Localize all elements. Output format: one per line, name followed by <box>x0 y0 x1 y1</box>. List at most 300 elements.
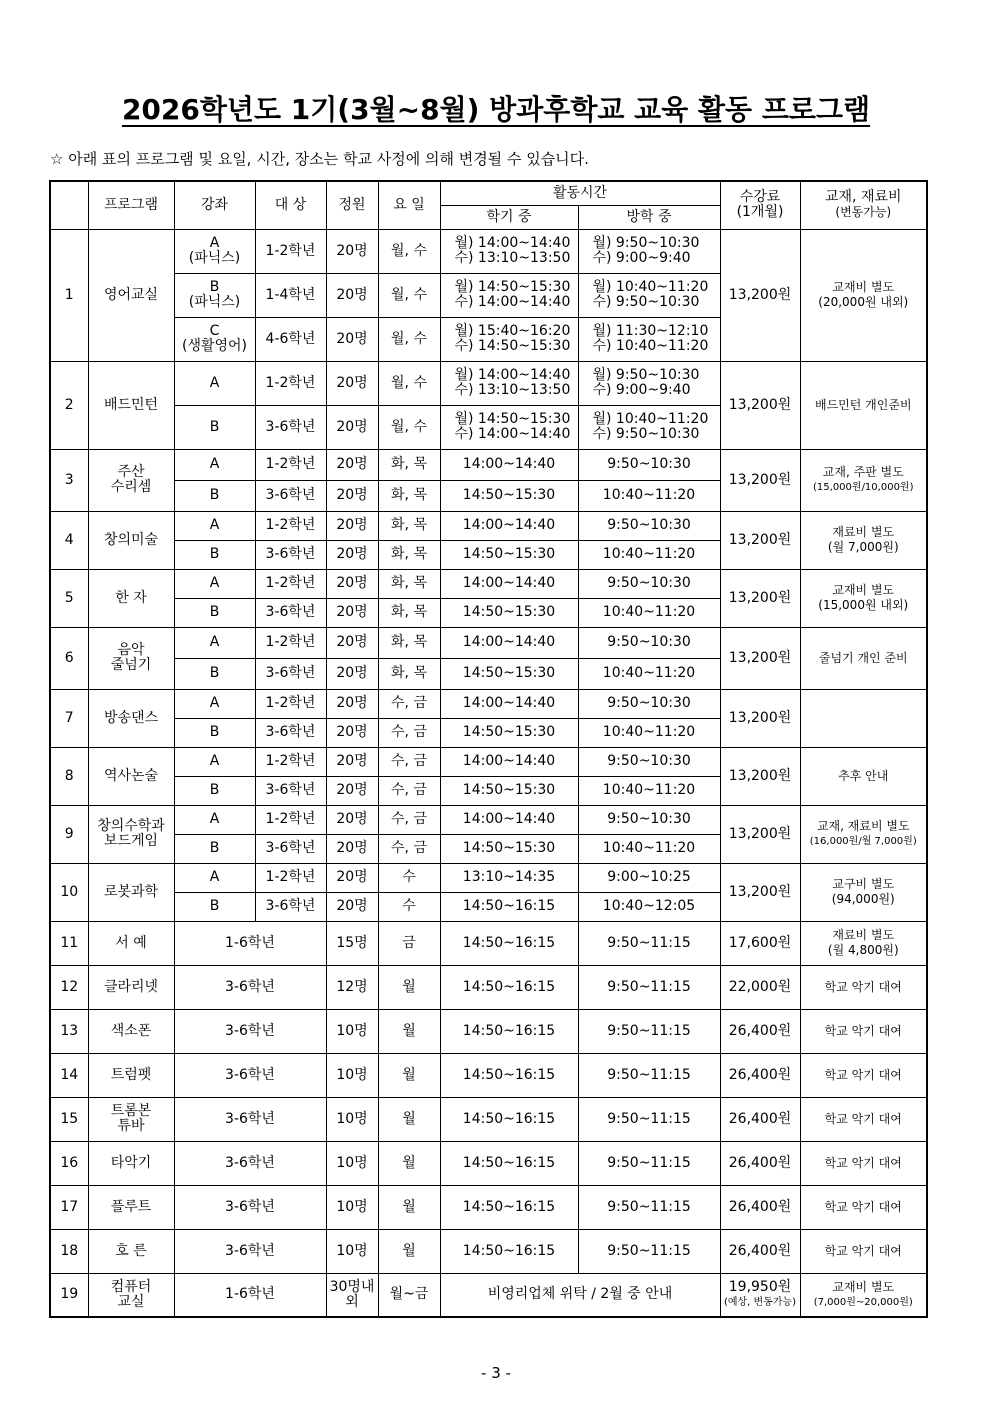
vacation-time: 월) 10:40~11:20 수) 9:50~10:30 <box>578 273 720 317</box>
course-name: A <box>174 569 255 598</box>
vacation-time: 월) 10:40~11:20 수) 9:50~10:30 <box>578 405 720 449</box>
course-name: A (파닉스) <box>174 229 255 273</box>
class-days: 화, 목 <box>378 658 440 689</box>
table-row <box>50 921 927 965</box>
table-row <box>50 361 927 405</box>
semester-time: 14:50~16:15 <box>440 1097 578 1141</box>
vacation-time: 9:50~10:30 <box>578 449 720 480</box>
class-days: 화, 목 <box>378 480 440 511</box>
target-grade: 3-6학년 <box>174 1097 326 1141</box>
program-name: 클라리넷 <box>88 965 174 1009</box>
target-grade: 1-2학년 <box>255 361 326 405</box>
capacity: 20명 <box>326 776 378 805</box>
class-days: 월, 수 <box>378 273 440 317</box>
program-name: 호 른 <box>88 1229 174 1273</box>
capacity: 20명 <box>326 273 378 317</box>
target-grade: 1-6학년 <box>174 1273 326 1317</box>
course-name: B <box>174 540 255 569</box>
row-number: 10 <box>50 863 88 921</box>
class-days: 수, 금 <box>378 747 440 776</box>
course-name: B <box>174 480 255 511</box>
vacation-time: 9:50~11:15 <box>578 1229 720 1273</box>
capacity: 20명 <box>326 689 378 718</box>
semester-time: 14:50~15:30 <box>440 776 578 805</box>
course-name: A <box>174 805 255 834</box>
semester-time: 14:00~14:40 <box>440 511 578 540</box>
materials-detail: (16,000원/월 7,000원) <box>809 836 917 847</box>
row-number: 15 <box>50 1097 88 1141</box>
course-name: A <box>174 863 255 892</box>
table-row <box>50 1141 927 1185</box>
activity-time: 비영리업체 위탁 / 2월 중 안내 <box>440 1273 720 1317</box>
semester-time: 월) 14:50~15:30 수) 14:00~14:40 <box>440 405 578 449</box>
capacity: 12명 <box>326 965 378 1009</box>
class-days: 월, 수 <box>378 229 440 273</box>
table-row <box>50 1097 927 1141</box>
semester-time: 14:50~16:15 <box>440 1185 578 1229</box>
materials-cell <box>800 449 927 511</box>
course-name: A <box>174 449 255 480</box>
materials-cell <box>800 627 927 689</box>
table-row <box>50 965 927 1009</box>
class-days: 수 <box>378 892 440 921</box>
tuition-fee: 13,200원 <box>720 511 800 569</box>
row-number: 12 <box>50 965 88 1009</box>
capacity: 20명 <box>326 658 378 689</box>
tuition-fee: 26,400원 <box>720 1009 800 1053</box>
target-grade: 1-6학년 <box>174 921 326 965</box>
vacation-time: 월) 9:50~10:30 수) 9:00~9:40 <box>578 361 720 405</box>
tuition-fee: 13,200원 <box>720 627 800 689</box>
course-name: A <box>174 689 255 718</box>
semester-time: 14:50~15:30 <box>440 718 578 747</box>
class-days: 수, 금 <box>378 805 440 834</box>
table-row <box>50 229 927 273</box>
target-grade: 1-2학년 <box>255 863 326 892</box>
tuition-fee: 19,950원 <box>728 1278 792 1295</box>
vacation-time: 10:40~11:20 <box>578 834 720 863</box>
class-days: 수, 금 <box>378 718 440 747</box>
materials-cell <box>800 569 927 627</box>
materials-text: 교재비 별도 <box>832 1279 895 1294</box>
row-number: 19 <box>50 1273 88 1317</box>
header-materials <box>800 181 927 229</box>
vacation-time: 9:50~10:30 <box>578 747 720 776</box>
semester-time: 14:50~15:30 <box>440 834 578 863</box>
capacity: 20명 <box>326 540 378 569</box>
semester-time: 14:50~15:30 <box>440 598 578 627</box>
program-name: 서 예 <box>88 921 174 965</box>
program-name: 주산 수리셈 <box>88 449 174 511</box>
vacation-time: 월) 9:50~10:30 수) 9:00~9:40 <box>578 229 720 273</box>
capacity: 20명 <box>326 718 378 747</box>
materials-text: 교구비 별도 (94,000원) <box>831 877 895 906</box>
table-row <box>50 1009 927 1053</box>
vacation-time: 10:40~11:20 <box>578 598 720 627</box>
class-days: 월, 수 <box>378 317 440 361</box>
header-capacity: 정원 <box>326 181 378 229</box>
page-title <box>0 88 992 128</box>
materials-text: 학교 악기 대여 <box>800 1141 927 1185</box>
class-days: 월 <box>378 1229 440 1273</box>
target-grade: 3-6학년 <box>255 405 326 449</box>
program-name: 타악기 <box>88 1141 174 1185</box>
capacity: 20명 <box>326 627 378 658</box>
target-grade: 1-2학년 <box>255 511 326 540</box>
tuition-fee: 26,400원 <box>720 1229 800 1273</box>
semester-time: 14:50~16:15 <box>440 1141 578 1185</box>
course-name: B <box>174 718 255 747</box>
semester-time: 14:50~16:15 <box>440 1053 578 1097</box>
target-grade: 3-6학년 <box>255 834 326 863</box>
materials-cell <box>800 511 927 569</box>
class-days: 금 <box>378 921 440 965</box>
table-row <box>50 747 927 776</box>
class-days: 월 <box>378 1009 440 1053</box>
materials-cell <box>800 747 927 805</box>
capacity: 20명 <box>326 834 378 863</box>
class-days: 월 <box>378 1053 440 1097</box>
header-vacation: 방학 중 <box>578 205 720 229</box>
vacation-time: 9:50~10:30 <box>578 511 720 540</box>
materials-text: 추후 안내 <box>838 768 889 783</box>
class-days: 월~금 <box>378 1273 440 1317</box>
header-no <box>50 181 88 229</box>
capacity: 20명 <box>326 863 378 892</box>
target-grade: 3-6학년 <box>255 540 326 569</box>
row-number: 6 <box>50 627 88 689</box>
target-grade: 3-6학년 <box>174 1185 326 1229</box>
class-days: 수, 금 <box>378 834 440 863</box>
capacity: 20명 <box>326 480 378 511</box>
course-name: B <box>174 776 255 805</box>
target-grade: 1-2학년 <box>255 805 326 834</box>
header-course: 강좌 <box>174 181 255 229</box>
capacity: 20명 <box>326 569 378 598</box>
class-days: 화, 목 <box>378 511 440 540</box>
vacation-time: 9:50~11:15 <box>578 1185 720 1229</box>
materials-text: 재료비 별도 (월 7,000원) <box>827 525 899 554</box>
class-days: 화, 목 <box>378 449 440 480</box>
class-days: 월 <box>378 1097 440 1141</box>
header-program: 프로그램 <box>88 181 174 229</box>
vacation-time: 9:50~10:30 <box>578 805 720 834</box>
semester-time: 14:00~14:40 <box>440 569 578 598</box>
target-grade: 3-6학년 <box>174 1009 326 1053</box>
page-title-text: 2026학년도 1기(3월~8월) 방과후학교 교육 활동 프로그램 <box>121 93 871 126</box>
semester-time: 14:50~15:30 <box>440 480 578 511</box>
semester-time: 14:50~15:30 <box>440 658 578 689</box>
class-days: 월 <box>378 965 440 1009</box>
course-name: B <box>174 405 255 449</box>
row-number: 4 <box>50 511 88 569</box>
capacity: 20명 <box>326 598 378 627</box>
row-number: 17 <box>50 1185 88 1229</box>
capacity: 20명 <box>326 317 378 361</box>
semester-time: 14:00~14:40 <box>440 689 578 718</box>
vacation-time: 9:50~10:30 <box>578 689 720 718</box>
materials-text: 교재, 주판 별도 <box>822 465 904 479</box>
tuition-fee: 26,400원 <box>720 1053 800 1097</box>
program-name: 색소폰 <box>88 1009 174 1053</box>
semester-time: 월) 15:40~16:20 수) 14:50~15:30 <box>440 317 578 361</box>
semester-time: 14:00~14:40 <box>440 805 578 834</box>
capacity: 20명 <box>326 229 378 273</box>
vacation-time: 10:40~11:20 <box>578 658 720 689</box>
table-row <box>50 511 927 540</box>
table-row <box>50 689 927 718</box>
capacity: 20명 <box>326 405 378 449</box>
tuition-fee: 13,200원 <box>720 569 800 627</box>
target-grade: 4-6학년 <box>255 317 326 361</box>
target-grade: 3-6학년 <box>174 1141 326 1185</box>
materials-text: 교재비 별도 (20,000원 내외) <box>818 280 909 309</box>
semester-time: 14:50~16:15 <box>440 1229 578 1273</box>
target-grade: 1-2학년 <box>255 569 326 598</box>
capacity: 15명 <box>326 921 378 965</box>
course-name: C (생활영어) <box>174 317 255 361</box>
target-grade: 1-2학년 <box>255 449 326 480</box>
table-row <box>50 449 927 480</box>
page-number: - 3 - <box>481 1364 511 1382</box>
materials-text: 학교 악기 대여 <box>800 1053 927 1097</box>
semester-time: 13:10~14:35 <box>440 863 578 892</box>
table-body <box>50 229 927 1317</box>
table-row <box>50 1185 927 1229</box>
tuition-fee: 13,200원 <box>720 805 800 863</box>
table-row <box>50 805 927 834</box>
class-days: 월 <box>378 1141 440 1185</box>
notice-text: ☆ 아래 표의 프로그램 및 요일, 시간, 장소는 학교 사정에 의해 변경될 수 있습니다. <box>50 150 589 168</box>
course-name: A <box>174 627 255 658</box>
header-fee: 수강료 (1개월) <box>720 181 800 229</box>
class-days: 월, 수 <box>378 361 440 405</box>
row-number: 16 <box>50 1141 88 1185</box>
materials-text: 학교 악기 대여 <box>800 965 927 1009</box>
materials-cell <box>800 229 927 361</box>
row-number: 7 <box>50 689 88 747</box>
target-grade: 3-6학년 <box>174 1053 326 1097</box>
capacity: 20명 <box>326 892 378 921</box>
program-name: 음악 줄넘기 <box>88 627 174 689</box>
target-grade: 1-2학년 <box>255 689 326 718</box>
tuition-fee: 13,200원 <box>720 361 800 449</box>
capacity: 10명 <box>326 1141 378 1185</box>
class-days: 월, 수 <box>378 405 440 449</box>
materials-cell <box>800 863 927 921</box>
program-name: 한 자 <box>88 569 174 627</box>
class-days: 수 <box>378 863 440 892</box>
program-name: 트럼펫 <box>88 1053 174 1097</box>
class-days: 수, 금 <box>378 689 440 718</box>
row-number: 3 <box>50 449 88 511</box>
vacation-time: 9:50~11:15 <box>578 1097 720 1141</box>
materials-text: 배드민턴 개인준비 <box>814 397 912 412</box>
tuition-fee-note: (예상, 변동가능) <box>723 1296 797 1308</box>
semester-time: 14:50~15:30 <box>440 540 578 569</box>
header-materials-label: 교재, 재료비 <box>825 189 902 206</box>
table-row <box>50 569 927 598</box>
target-grade: 1-2학년 <box>255 627 326 658</box>
target-grade: 3-6학년 <box>174 965 326 1009</box>
capacity: 10명 <box>326 1053 378 1097</box>
capacity: 20명 <box>326 511 378 540</box>
program-name: 컴퓨터 교실 <box>88 1273 174 1317</box>
vacation-time: 9:50~10:30 <box>578 569 720 598</box>
table-row <box>50 627 927 658</box>
class-days: 화, 목 <box>378 627 440 658</box>
vacation-time: 9:50~11:15 <box>578 965 720 1009</box>
capacity: 20명 <box>326 805 378 834</box>
vacation-time: 월) 11:30~12:10 수) 10:40~11:20 <box>578 317 720 361</box>
row-number: 13 <box>50 1009 88 1053</box>
tuition-fee: 22,000원 <box>720 965 800 1009</box>
target-grade: 3-6학년 <box>255 892 326 921</box>
target-grade: 3-6학년 <box>255 776 326 805</box>
class-days: 화, 목 <box>378 540 440 569</box>
program-name: 방송댄스 <box>88 689 174 747</box>
capacity: 10명 <box>326 1185 378 1229</box>
materials-cell <box>800 689 927 747</box>
row-number: 5 <box>50 569 88 627</box>
semester-time: 14:50~16:15 <box>440 892 578 921</box>
program-name: 역사논술 <box>88 747 174 805</box>
capacity: 10명 <box>326 1009 378 1053</box>
header-time: 활동시간 <box>440 181 720 205</box>
capacity: 20명 <box>326 361 378 405</box>
capacity: 10명 <box>326 1097 378 1141</box>
materials-text: 줄넘기 개인 준비 <box>818 650 908 665</box>
header-semester: 학기 중 <box>440 205 578 229</box>
vacation-time: 10:40~11:20 <box>578 718 720 747</box>
materials-text: 학교 악기 대여 <box>800 1185 927 1229</box>
program-name: 영어교실 <box>88 229 174 361</box>
course-name: B <box>174 598 255 627</box>
program-name: 창의미술 <box>88 511 174 569</box>
table-row <box>50 863 927 892</box>
tuition-fee: 13,200원 <box>720 863 800 921</box>
target-grade: 3-6학년 <box>255 658 326 689</box>
course-name: B <box>174 892 255 921</box>
vacation-time: 9:00~10:25 <box>578 863 720 892</box>
vacation-time: 10:40~11:20 <box>578 776 720 805</box>
target-grade: 3-6학년 <box>255 598 326 627</box>
materials-text: 학교 악기 대여 <box>800 1009 927 1053</box>
semester-time: 14:00~14:40 <box>440 449 578 480</box>
materials-detail: (15,000원/10,000원) <box>813 482 914 493</box>
row-number: 14 <box>50 1053 88 1097</box>
vacation-time: 9:50~11:15 <box>578 1009 720 1053</box>
capacity: 20명 <box>326 449 378 480</box>
program-name: 로봇과학 <box>88 863 174 921</box>
materials-text: 학교 악기 대여 <box>800 1097 927 1141</box>
program-name: 트롬본 튜바 <box>88 1097 174 1141</box>
capacity: 30명내 외 <box>326 1273 378 1317</box>
materials-cell <box>800 361 927 449</box>
program-name: 배드민턴 <box>88 361 174 449</box>
course-name: B <box>174 834 255 863</box>
header-materials-note: (변동가능) <box>835 205 892 220</box>
row-number: 9 <box>50 805 88 863</box>
materials-detail: (7,000원~20,000원) <box>813 1296 913 1308</box>
class-days: 월 <box>378 1185 440 1229</box>
table-row <box>50 1273 927 1317</box>
capacity: 20명 <box>326 747 378 776</box>
target-grade: 1-2학년 <box>255 747 326 776</box>
table-row <box>50 1229 927 1273</box>
class-days: 화, 목 <box>378 598 440 627</box>
vacation-time: 9:50~10:30 <box>578 627 720 658</box>
tuition-fee: 13,200원 <box>720 449 800 511</box>
course-name: A <box>174 361 255 405</box>
table-row <box>50 1053 927 1097</box>
materials-text: 교재비 별도 (15,000원 내외) <box>818 583 909 612</box>
course-name: A <box>174 747 255 776</box>
header-day: 요 일 <box>378 181 440 229</box>
tuition-fee: 13,200원 <box>720 747 800 805</box>
course-name: B (파닉스) <box>174 273 255 317</box>
target-grade: 3-6학년 <box>174 1229 326 1273</box>
tuition-fee-cell <box>720 1273 800 1317</box>
materials-cell <box>800 1273 927 1317</box>
row-number: 2 <box>50 361 88 449</box>
vacation-time: 10:40~11:20 <box>578 540 720 569</box>
semester-time: 14:50~16:15 <box>440 965 578 1009</box>
tuition-fee: 17,600원 <box>720 921 800 965</box>
target-grade: 3-6학년 <box>255 480 326 511</box>
semester-time: 14:50~16:15 <box>440 921 578 965</box>
materials-text: 학교 악기 대여 <box>800 1229 927 1273</box>
program-table <box>49 180 928 1318</box>
target-grade: 3-6학년 <box>255 718 326 747</box>
tuition-fee: 13,200원 <box>720 689 800 747</box>
class-days: 수, 금 <box>378 776 440 805</box>
row-number: 11 <box>50 921 88 965</box>
program-name: 창의수학과 보드게임 <box>88 805 174 863</box>
row-number: 1 <box>50 229 88 361</box>
semester-time: 월) 14:00~14:40 수) 13:10~13:50 <box>440 229 578 273</box>
row-number: 18 <box>50 1229 88 1273</box>
tuition-fee: 26,400원 <box>720 1141 800 1185</box>
program-name: 플루트 <box>88 1185 174 1229</box>
vacation-time: 10:40~11:20 <box>578 480 720 511</box>
materials-text: 교재, 재료비 별도 <box>816 819 910 833</box>
semester-time: 월) 14:00~14:40 수) 13:10~13:50 <box>440 361 578 405</box>
vacation-time: 10:40~12:05 <box>578 892 720 921</box>
semester-time: 14:00~14:40 <box>440 747 578 776</box>
tuition-fee: 13,200원 <box>720 229 800 361</box>
semester-time: 월) 14:50~15:30 수) 14:00~14:40 <box>440 273 578 317</box>
semester-time: 14:00~14:40 <box>440 627 578 658</box>
semester-time: 14:50~16:15 <box>440 1009 578 1053</box>
vacation-time: 9:50~11:15 <box>578 1141 720 1185</box>
target-grade: 1-2학년 <box>255 229 326 273</box>
table-header <box>50 181 927 229</box>
vacation-time: 9:50~11:15 <box>578 921 720 965</box>
materials-text: 재료비 별도 (월 4,800원) <box>800 921 927 965</box>
row-number: 8 <box>50 747 88 805</box>
target-grade: 1-4학년 <box>255 273 326 317</box>
tuition-fee: 26,400원 <box>720 1185 800 1229</box>
materials-cell <box>800 805 927 863</box>
course-name: B <box>174 658 255 689</box>
capacity: 10명 <box>326 1229 378 1273</box>
vacation-time: 9:50~11:15 <box>578 1053 720 1097</box>
class-days: 화, 목 <box>378 569 440 598</box>
tuition-fee: 26,400원 <box>720 1097 800 1141</box>
course-name: A <box>174 511 255 540</box>
header-target: 대 상 <box>255 181 326 229</box>
